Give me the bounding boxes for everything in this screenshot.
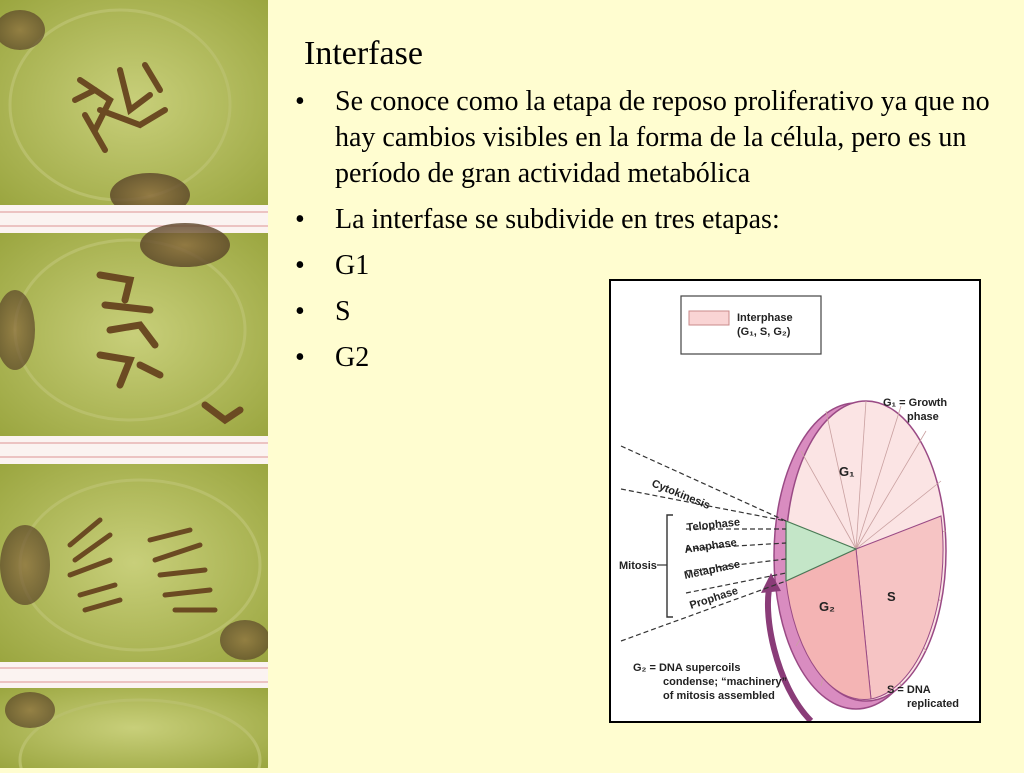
bullet-item: • Se conoce como la etapa de reposo proliferativo ya que no hay cambios visibles en la forma de la célula, pero es un período de gran actividad metabólica	[295, 84, 995, 192]
cell-cycle-diagram	[609, 279, 981, 723]
sector-s	[856, 516, 943, 699]
micrograph-panel-1	[0, 0, 268, 217]
mitosis-bracket	[667, 515, 673, 617]
prophase-label: Prophase	[688, 584, 740, 612]
micrograph-strip	[0, 0, 268, 768]
slide-title: Interfase	[304, 35, 423, 72]
bullet-item: • S	[295, 294, 1007, 330]
anaphase-label: Anaphase	[683, 536, 738, 556]
legend-line-1: Interphase	[737, 312, 793, 324]
g2-sector-label: G₂	[819, 599, 835, 614]
metaphase-label: Metaphase	[683, 558, 742, 582]
g1-sector-label: G₁	[839, 464, 855, 479]
s-desc-line-2: replicated	[907, 698, 959, 710]
g2-desc-line-1: G₂ = DNA supercoils	[633, 662, 741, 674]
micrograph-panel-3	[0, 464, 268, 662]
bullet-item: • G1	[295, 248, 1007, 284]
s-desc-line-1: S = DNA	[887, 684, 931, 696]
g2-desc-line-2: condense; “machinery”	[663, 676, 788, 688]
s-sector-label: S	[887, 589, 896, 604]
bullet-item: • La interfase se subdivide en tres etapas:	[295, 202, 1007, 238]
mitosis-label: Mitosis	[619, 560, 657, 572]
micrograph-panel-4	[0, 688, 268, 768]
bullet-item: • G2	[295, 340, 1007, 376]
cytokinesis-label: Cytokinesis	[649, 477, 712, 512]
telophase-label: Telophase	[686, 516, 741, 534]
micrograph-panel-2	[0, 223, 268, 436]
g1-desc-line-2: phase	[907, 411, 939, 423]
legend-line-2: (G₁, S, G₂)	[737, 326, 791, 338]
g1-desc-line-1: G₁ = Growth	[883, 397, 948, 409]
g2-desc-line-3: of mitosis assembled	[663, 690, 775, 702]
legend-swatch	[689, 311, 729, 325]
